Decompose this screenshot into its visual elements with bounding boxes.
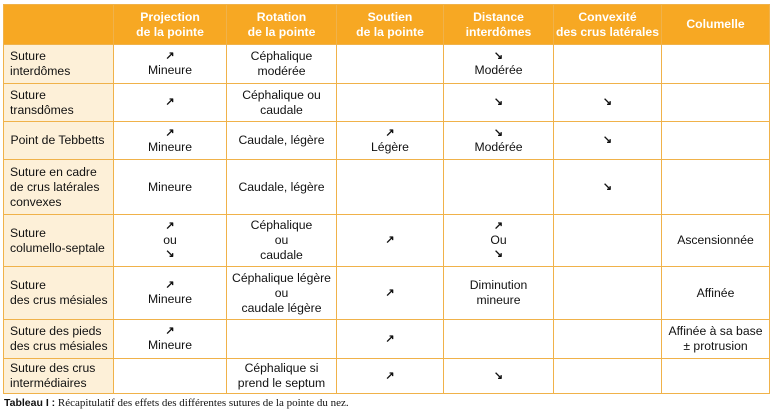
table-cell (554, 215, 662, 267)
arrow-up-right-icon: ↗ (385, 286, 395, 299)
arrow-up-right-icon: ↗ (165, 325, 175, 337)
cell-text: Affinée à sa base (668, 324, 763, 338)
table-cell (227, 267, 337, 320)
table-cell (337, 359, 444, 394)
table-cell (662, 215, 770, 267)
table-cell (337, 215, 444, 267)
table-row (4, 45, 770, 84)
table-row (4, 320, 770, 359)
table-cell (554, 122, 662, 160)
arrow-up-right-icon: ↗ (165, 96, 175, 108)
table-row (4, 122, 770, 160)
cell-text: Céphalique ou (242, 87, 321, 102)
cell-text: Céphalique si (244, 361, 319, 375)
row-label: Suture transdômes (4, 84, 114, 122)
row-label: Point de Tebbetts (4, 122, 114, 160)
cell-text: Modérée (474, 139, 523, 154)
cell-text: Caudale, légère (238, 179, 325, 194)
cell-text: Diminution (469, 278, 528, 292)
arrow-up-right-icon: ↗ (165, 126, 175, 139)
table-cell (662, 320, 770, 359)
row-label: Suture columello-septale (4, 215, 114, 267)
table-row (4, 359, 770, 394)
table-cell (554, 359, 662, 394)
cell-text: Légère (371, 139, 409, 154)
cell-text: Mineure (147, 179, 193, 194)
table-row (4, 215, 770, 267)
cell-text: caudale (260, 102, 303, 117)
arrow-down-right-icon: ↘ (602, 134, 613, 146)
cell-text: Mineure (147, 292, 193, 306)
column-header: Convexité des crus latérales (554, 5, 662, 45)
table-cell (114, 122, 227, 160)
column-header: Rotation de la pointe (227, 5, 337, 45)
row-label: Suture des crus intermédiaires (4, 359, 114, 394)
cell-text: modérée (257, 64, 306, 78)
column-header: Projection de la pointe (114, 5, 227, 45)
cell-text: caudale (260, 248, 303, 262)
caption-label: Tableau I : (4, 397, 56, 409)
table-cell (114, 84, 227, 122)
arrow-down-right-icon: ↘ (165, 248, 175, 260)
sutures-table (3, 4, 770, 394)
arrow-down-right-icon: ↘ (493, 96, 504, 108)
table-cell (554, 267, 662, 320)
table-cell (444, 215, 554, 267)
table-cell (227, 215, 337, 267)
table-cell (662, 267, 770, 320)
table-cell (227, 84, 337, 122)
table-cell (554, 84, 662, 122)
column-header: Soutien de la pointe (337, 5, 444, 45)
cell-text: prend le septum (237, 376, 326, 390)
table-cell (662, 45, 770, 84)
cell-text: Modérée (474, 63, 523, 77)
caption-text: Récapitulatif des effets des différentes sutures de la pointe du nez. (57, 397, 349, 409)
table-cell (337, 320, 444, 359)
table-cell (114, 359, 227, 394)
table-cell (337, 122, 444, 160)
arrow-up-right-icon: ↗ (165, 220, 175, 232)
table-cell (227, 45, 337, 84)
table-caption (4, 397, 349, 409)
cell-text: Ou (490, 233, 507, 247)
cell-text: Mineure (147, 139, 193, 154)
arrow-down-right-icon: ↘ (493, 126, 504, 139)
header-blank (4, 5, 114, 45)
cell-text: ± protrusion (683, 339, 748, 353)
table-cell (662, 122, 770, 160)
table-cell (554, 160, 662, 215)
column-header: Distance interdômes (444, 5, 554, 45)
table-row (4, 267, 770, 320)
cell-text: ou (274, 285, 289, 300)
arrow-down-right-icon: ↘ (602, 180, 613, 193)
table-cell (114, 320, 227, 359)
table-cell (114, 215, 227, 267)
table-cell (554, 45, 662, 84)
arrow-up-right-icon: ↗ (385, 369, 395, 382)
table-cell (227, 359, 337, 394)
cell-text: mineure (476, 293, 521, 307)
arrow-up-right-icon: ↗ (385, 332, 395, 345)
table-body (4, 45, 770, 394)
cell-text: ou (274, 233, 289, 247)
arrow-down-right-icon: ↘ (602, 96, 613, 108)
arrow-up-right-icon: ↗ (165, 50, 175, 62)
arrow-down-right-icon: ↘ (493, 50, 504, 62)
table-cell (444, 359, 554, 394)
table-cell (337, 84, 444, 122)
cell-text: Ascensionnée (677, 233, 754, 247)
arrow-down-right-icon: ↘ (493, 248, 504, 260)
arrow-up-right-icon: ↗ (385, 234, 395, 246)
row-label: Suture des crus mésiales (4, 267, 114, 320)
table-cell (114, 267, 227, 320)
cell-text: Mineure (147, 63, 193, 77)
arrow-up-right-icon: ↗ (385, 126, 395, 139)
table-cell (444, 160, 554, 215)
header-row (4, 5, 770, 45)
cell-text: caudale légère (241, 300, 322, 315)
table-cell (444, 122, 554, 160)
table-cell (227, 122, 337, 160)
table-cell (337, 160, 444, 215)
table-cell (337, 267, 444, 320)
table-cell (114, 160, 227, 215)
cell-text: Céphalique (250, 218, 313, 232)
table-cell (662, 160, 770, 215)
table-cell (227, 160, 337, 215)
cell-text: ou (163, 233, 177, 247)
cell-text: Affinée (696, 285, 735, 300)
row-label: Suture interdômes (4, 45, 114, 84)
table-row (4, 160, 770, 215)
row-label: Suture des pieds des crus mésiales (4, 320, 114, 359)
cell-text: Céphalique (250, 49, 313, 63)
column-header: Columelle (662, 5, 770, 45)
arrow-up-right-icon: ↗ (165, 279, 175, 291)
row-label: Suture en cadre de crus latérales convexes (4, 160, 114, 215)
table-cell (337, 45, 444, 84)
table-cell (444, 320, 554, 359)
table-cell (662, 84, 770, 122)
table-cell (444, 267, 554, 320)
table-cell (444, 45, 554, 84)
arrow-up-right-icon: ↗ (493, 220, 504, 232)
table-cell (114, 45, 227, 84)
table-cell (662, 359, 770, 394)
table-cell (444, 84, 554, 122)
cell-text: Caudale, légère (238, 133, 325, 147)
arrow-down-right-icon: ↘ (493, 369, 504, 382)
cell-text: Mineure (147, 338, 193, 352)
table-row (4, 84, 770, 122)
cell-text: Céphalique légère (232, 270, 331, 285)
table-cell (227, 320, 337, 359)
table-cell (554, 320, 662, 359)
